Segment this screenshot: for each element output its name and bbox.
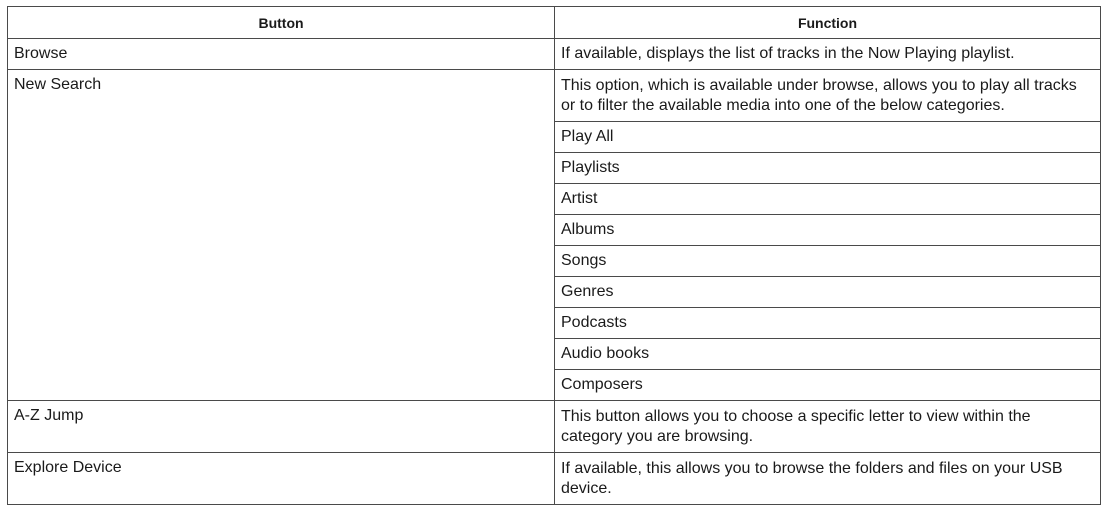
table-header — [8, 7, 1101, 39]
category-play-all: Play All — [555, 122, 1101, 153]
cell-button-az-jump: A-Z Jump — [8, 401, 555, 453]
cell-function-new-search: This option, which is available under browse, allows you to play all tracks or to filter the available media into one of the below categories. — [555, 70, 1101, 122]
category-audio-books: Audio books — [555, 339, 1101, 370]
table-row-explore-device — [8, 453, 1101, 505]
category-podcasts: Podcasts — [555, 308, 1101, 339]
table-row-new-search — [8, 70, 1101, 122]
cell-function-browse: If available, displays the list of tracks in the Now Playing playlist. — [555, 39, 1101, 70]
button-function-table — [7, 6, 1101, 505]
header-function: Function — [555, 7, 1101, 39]
category-genres: Genres — [555, 277, 1101, 308]
cell-button-new-search: New Search — [8, 70, 555, 401]
category-composers: Composers — [555, 370, 1101, 401]
table-row-az-jump — [8, 401, 1101, 453]
header-button: Button — [8, 7, 555, 39]
table-row-browse — [8, 39, 1101, 70]
cell-function-az-jump: This button allows you to choose a specific letter to view within the category you are browsing. — [555, 401, 1101, 453]
cell-function-explore-device: If available, this allows you to browse the folders and files on your USB device. — [555, 453, 1101, 505]
cell-button-explore-device: Explore Device — [8, 453, 555, 505]
category-playlists: Playlists — [555, 153, 1101, 184]
header-row — [8, 7, 1101, 39]
category-albums: Albums — [555, 215, 1101, 246]
cell-button-browse: Browse — [8, 39, 555, 70]
category-songs: Songs — [555, 246, 1101, 277]
category-artist: Artist — [555, 184, 1101, 215]
